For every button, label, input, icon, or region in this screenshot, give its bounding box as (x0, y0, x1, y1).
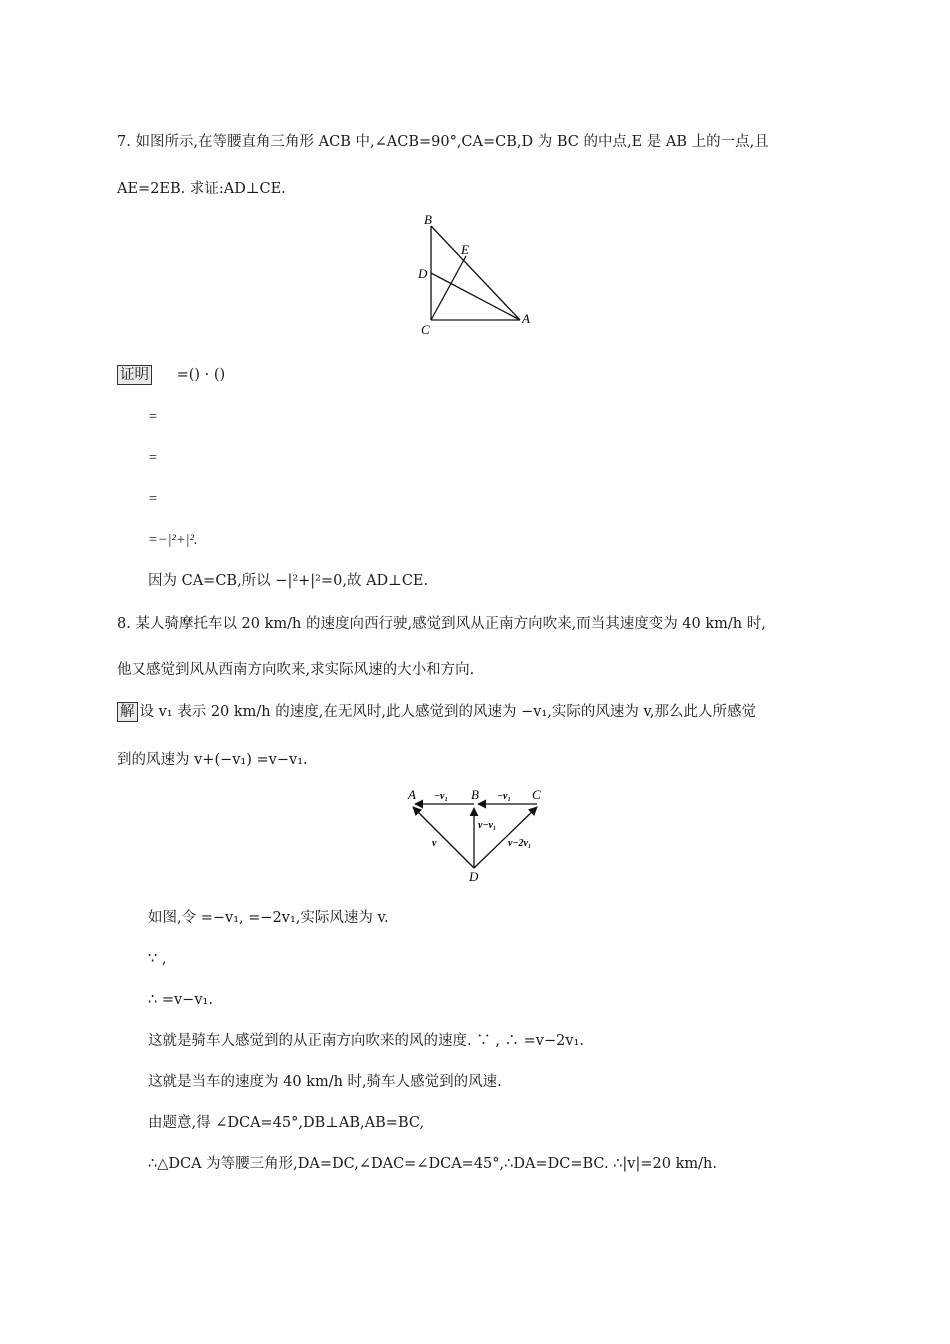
solution-step-0: 如图,令 =−v₁, =−2v₁,实际风速为 v. (148, 910, 389, 926)
solution-label: 解 (117, 702, 138, 722)
vec-label-AD: v (432, 838, 437, 849)
vec-label-BC: −v₁ (497, 791, 511, 802)
vec-label-D: D (469, 869, 479, 884)
proof-line-3: = (148, 491, 158, 507)
solution-step-1: ∵ , (148, 951, 167, 967)
proof-line-2: = (148, 450, 158, 466)
label-A: A (522, 311, 530, 326)
label-E: E (461, 242, 469, 257)
triangle-figure (0, 210, 950, 340)
problem7-statement-line2: AE=2EB. 求证:AD⊥CE. (117, 181, 286, 197)
vec-label-AB: −v₁ (434, 791, 448, 802)
vec-label-DC: v−2v₁ (508, 838, 532, 849)
solution-step-4: 这就是当车的速度为 40 km/h 时,骑车人感觉到的风速. (148, 1074, 502, 1090)
problem8-statement-line2: 他又感觉到风从西南方向吹来,求实际风速的大小和方向. (117, 662, 475, 678)
problem7-statement-line1: 7. 如图所示,在等腰直角三角形 ACB 中,∠ACB=90°,CA=CB,D 为 BC 的中点,E 是 AB 上的一点,且 (117, 134, 769, 150)
label-C: C (421, 322, 430, 337)
vec-label-C: C (532, 787, 541, 802)
solution-step-6: ∴△DCA 为等腰三角形,DA=DC,∠DAC=∠DCA=45°,∴DA=DC=BC. ∴|v|=20 km/h. (148, 1156, 717, 1172)
proof-conclusion: 因为 CA=CB,所以 −|²+|²=0,故 AD⊥CE. (148, 573, 429, 589)
solution-text1: 设 v₁ 表示 20 km/h 的速度,在无风时,此人感觉到的风速为 −v₁,实际的风速为 v,那么此人所感觉 (139, 704, 757, 720)
vector-figure (0, 786, 950, 886)
proof-expression-0: =() · () (176, 367, 226, 383)
solution-step-3: 这就是骑车人感觉到的从正南方向吹来的风的速度. ∵ , ∴ =v−2v₁. (148, 1033, 584, 1049)
solution-step-2: ∴ =v−v₁. (148, 992, 213, 1008)
vec-label-B: B (471, 787, 479, 802)
problem8-statement-line1: 8. 某人骑摩托车以 20 km/h 的速度向西行驶,感觉到风从正南方向吹来,而当其速度变为 40 km/h 时, (117, 616, 766, 632)
vec-label-A: A (408, 787, 416, 802)
label-B: B (424, 212, 432, 227)
solution-line2: 到的风速为 v+(−v₁) =v−v₁. (117, 752, 308, 768)
solution-step-5: 由题意,得 ∠DCA=45°,DB⊥AB,AB=BC, (148, 1115, 425, 1131)
solution-line1 (117, 702, 756, 722)
proof-line-1: = (148, 409, 158, 425)
proof-line-0 (117, 365, 225, 385)
label-D: D (418, 266, 428, 281)
vec-label-BD: v−v₁ (478, 820, 497, 831)
proof-line-4: =−|²+|². (148, 532, 198, 548)
proof-label: 证明 (117, 365, 152, 385)
